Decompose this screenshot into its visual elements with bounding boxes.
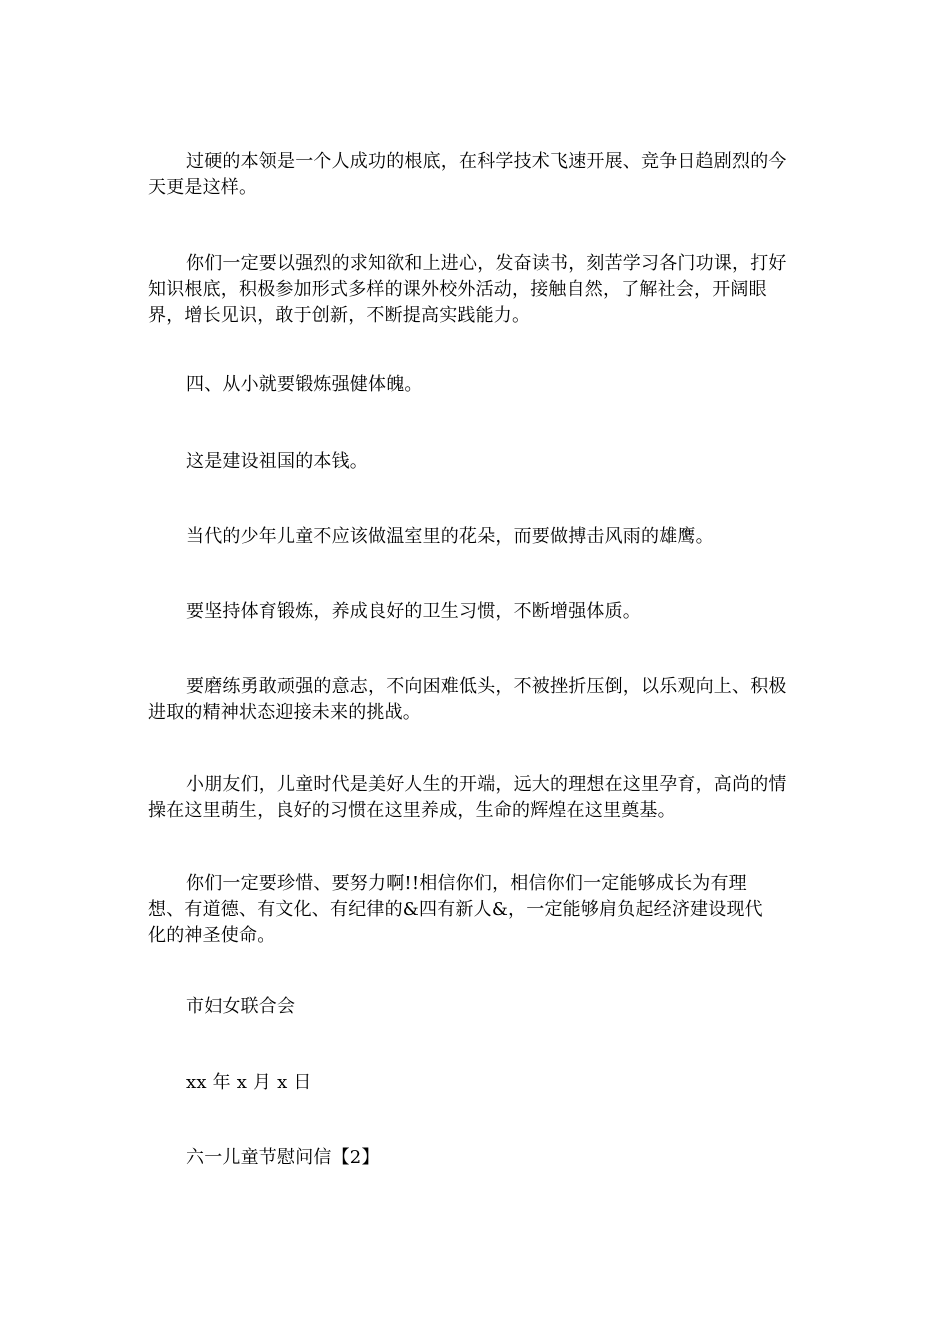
section-heading: 四、从小就要锻炼强健体魄。	[186, 374, 423, 395]
body-paragraph: 要磨练勇敢顽强的意志，不向困难低头，不被挫折压倒，以乐观向上、积极进取的精神状态迎接未来的挑战。	[148, 676, 787, 723]
next-section-title: 六一儿童节慰问信【2】	[186, 1147, 380, 1168]
body-paragraph: 你们一定要珍惜、要努力啊!!相信你们，相信你们一定能够成长为有理想、有道德、有文化、有纪律的&四有新人&，一定能够肩负起经济建设现代化的神圣使命。	[148, 873, 763, 946]
body-paragraph: 这是建设祖国的本钱。	[186, 451, 368, 472]
date-line: xx 年 x 月 x 日	[186, 1072, 312, 1093]
body-paragraph: 当代的少年儿童不应该做温室里的花朵，而要做搏击风雨的雄鹰。	[186, 526, 714, 547]
body-paragraph: 小朋友们，儿童时代是美好人生的开端，远大的理想在这里孕育，高尚的情操在这里萌生，良好的习惯在这里养成，生命的辉煌在这里奠基。	[148, 774, 787, 821]
body-paragraph: 过硬的本领是一个人成功的根底，在科学技术飞速开展、竞争日趋剧烈的今天更是这样。	[148, 151, 787, 198]
body-paragraph: 你们一定要以强烈的求知欲和上进心，发奋读书，刻苦学习各门功课，打好知识根底，积极参加形式多样的课外校外活动，接触自然，了解社会，开阔眼界，增长见识，敢于创新，不断提高实践能力。	[148, 253, 787, 326]
body-paragraph: 要坚持体育锻炼，养成良好的卫生习惯，不断增强体质。	[186, 601, 641, 622]
signature: 市妇女联合会	[186, 996, 296, 1017]
